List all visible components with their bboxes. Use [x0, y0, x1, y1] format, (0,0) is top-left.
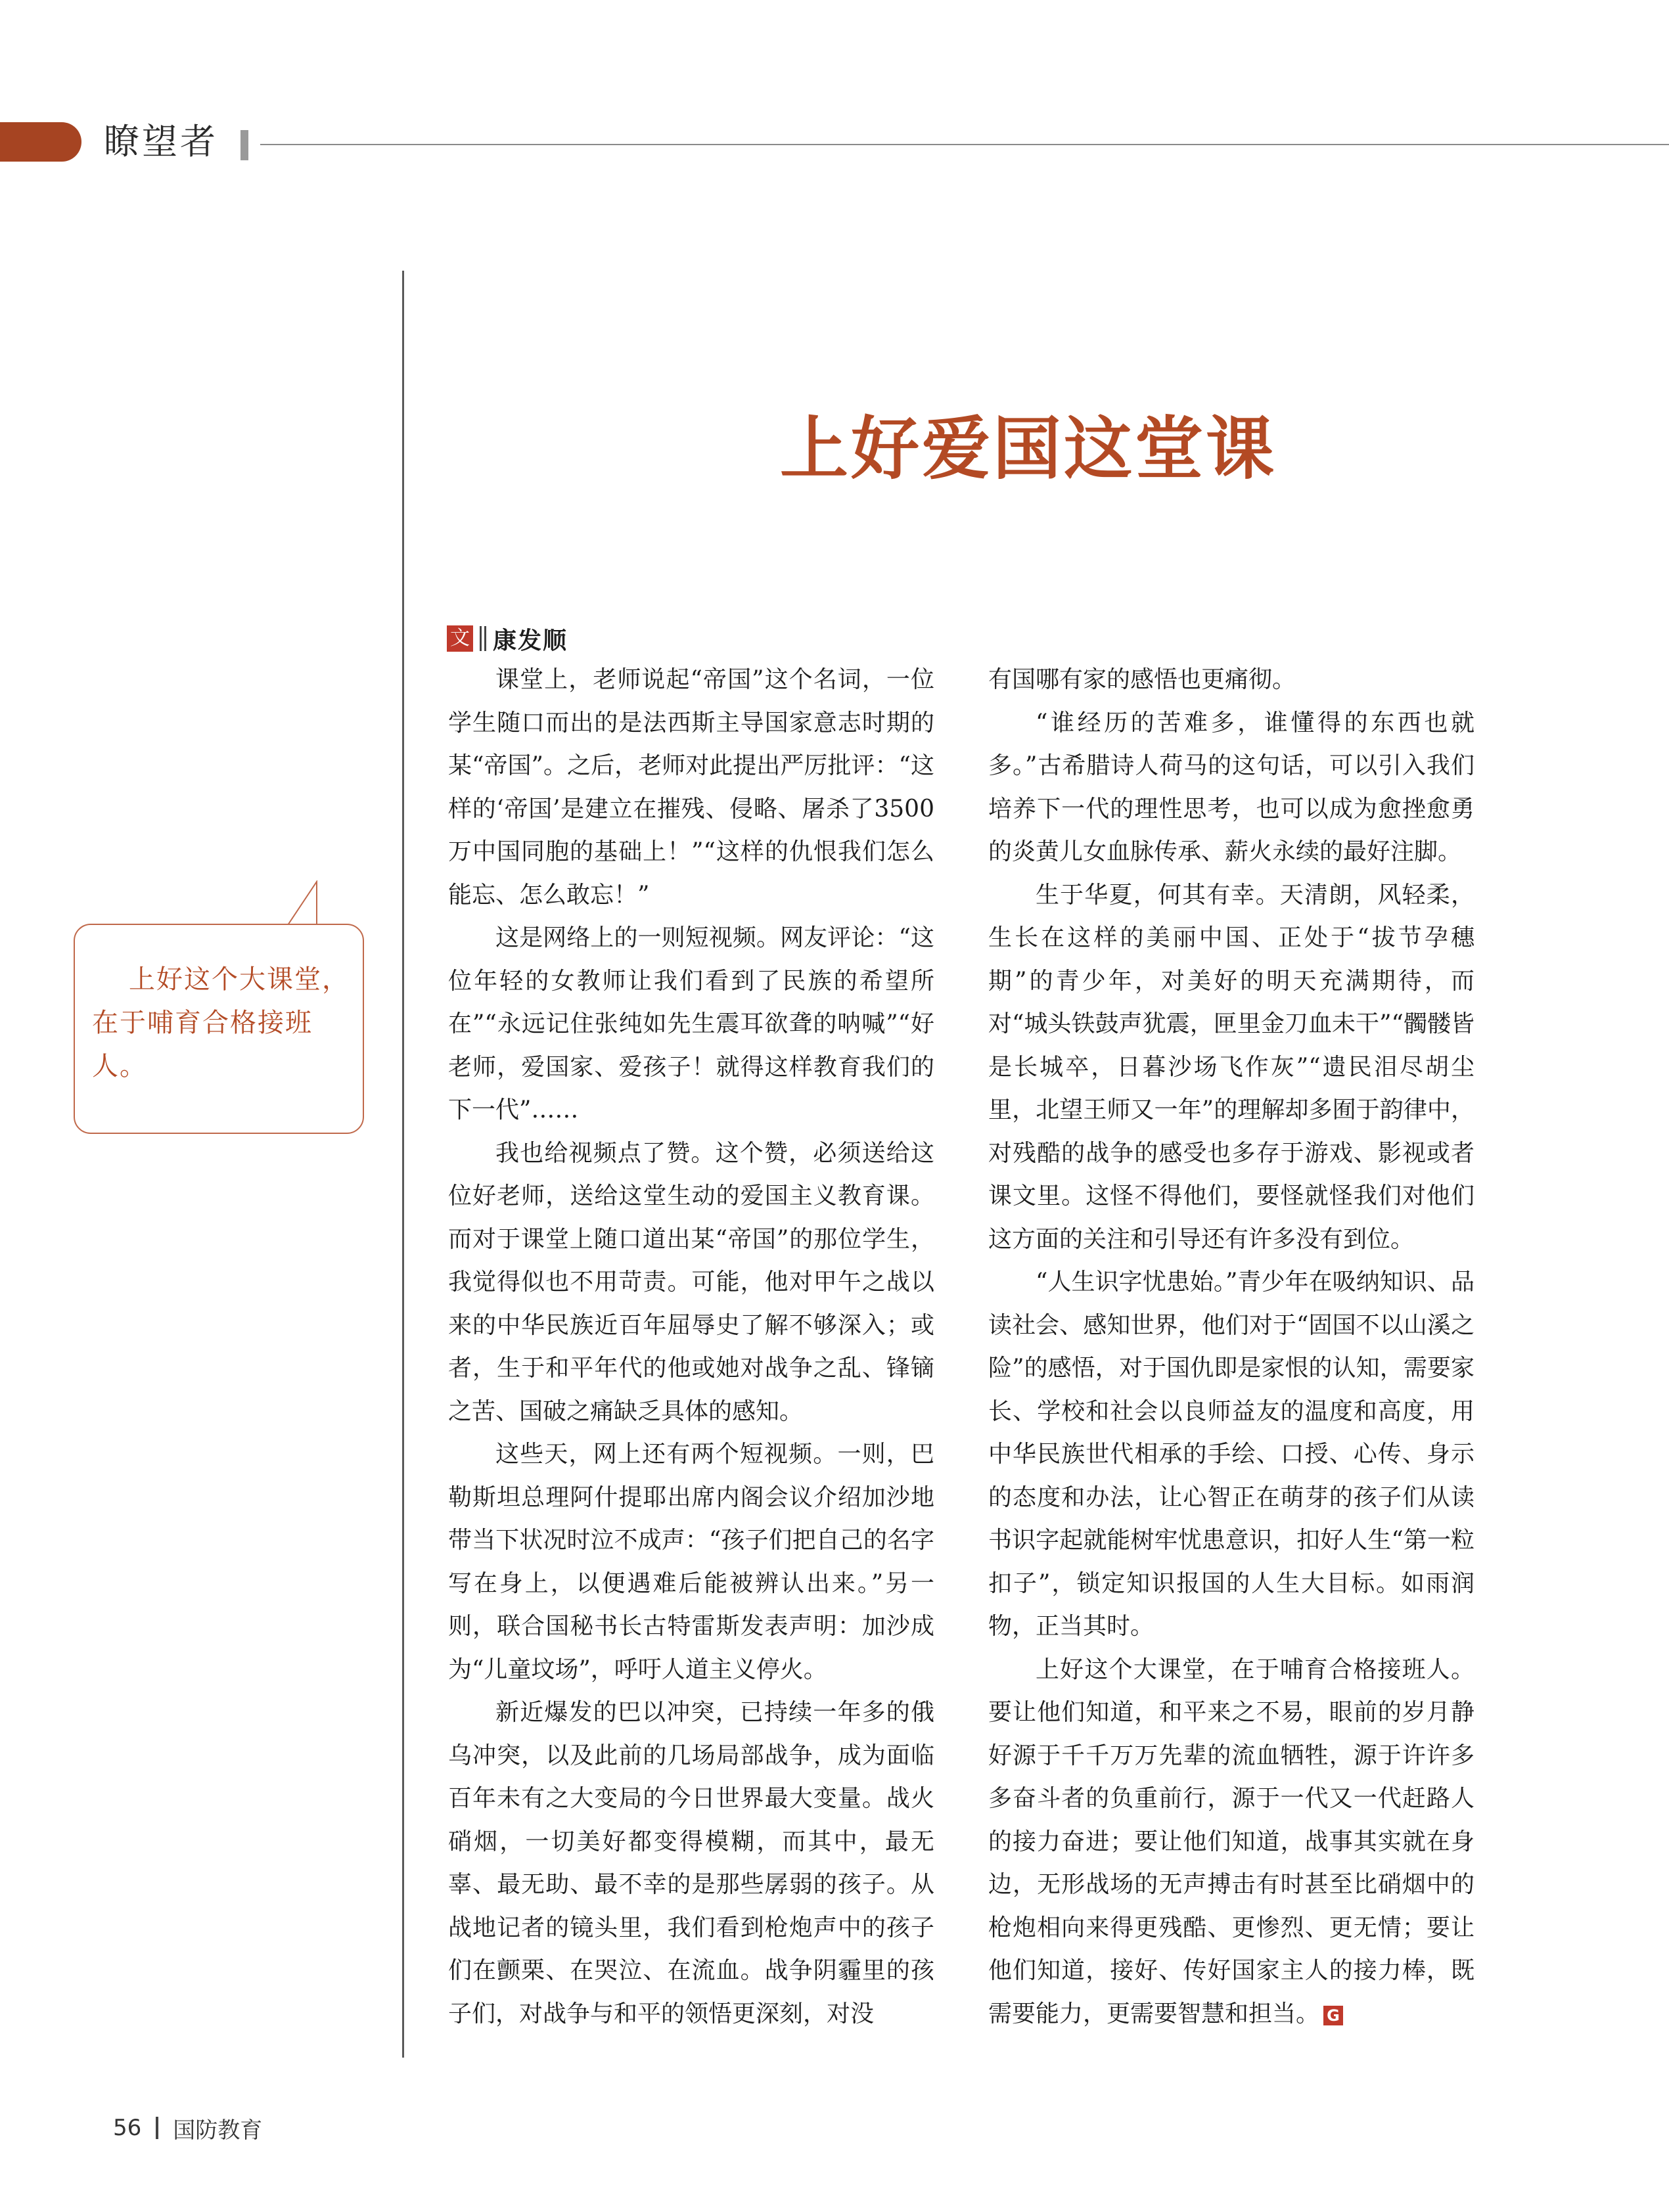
paragraph: 课堂上，老师说起“帝国”这个名词，一位学生随口而出的是法西斯主导国家意志时期的某“帝国”。之后，老师对此提出严厉批评：“这样的‘帝国’是建立在摧残、侵略、屠杀了3500万中国同胞的基础上！”“这样的仇恨我们怎么能忘、怎么敢忘！” — [448, 666, 934, 909]
paragraph — [988, 1648, 1475, 2036]
paragraph: 这些天，网上还有两个短视频。一则，巴勒斯坦总理阿什提耶出席内阁会议介绍加沙地带当下状况时泣不成声：“孩子们把自己的名字写在身上，以便遇难后能被辨认出来。”另一则，联合国秘书长古特雷斯发表声明：加沙成为“儿童坟场”，呼吁人道主义停火。 — [448, 1441, 934, 1683]
byline — [447, 623, 568, 654]
footer-divider — [156, 2117, 158, 2139]
body-column-left — [448, 658, 934, 2035]
column-divider — [402, 271, 404, 2058]
author-name: 康发顺 — [493, 627, 568, 654]
paragraph: “人生识字忧患始。”青少年在吸纳知识、品读社会、感知世界，他们对于“固国不以山溪之险”的感悟，对于国仇即是家恨的认知，需要家长、学校和社会以良师益友的温度和高度，用中华民族世代相承的手绘、口授、心传、身示的态度和办法，让心智正在萌芽的孩子们从读书识字起就能树牢忧患意识，扣好人生“第一粒扣子”，锁定知识报国的人生大目标。如雨润物，正当其时。 — [988, 1269, 1475, 1640]
end-mark: G — [1323, 2006, 1343, 2025]
magazine-name: 国防教育 — [173, 2117, 263, 2144]
paragraph: 我也给视频点了赞。这个赞，必须送给这位好老师，送给这堂生动的爱国主义教育课。而对于课堂上随口道出某“帝国”的那位学生，我觉得似也不用苛责。可能，他对甲午之战以来的中华民族近百年屈辱史了解不够深入；或者，生于和平年代的他或她对战争之乱、锋镝之苦、国破之痛缺乏具体的感知。 — [448, 1139, 934, 1425]
section-title: 瞭望者 — [104, 121, 218, 162]
paragraph: 生于华夏，何其有幸。天清朗，风轻柔，生长在这样的美丽中国、正处于“拔节孕穗期”的青少年，对美好的明天充满期待，而对“城头铁鼓声犹震，匣里金刀血未干”“髑髅皆是长城卒，日暮沙场飞作灰”“遗民泪尽胡尘里，北望王师又一年”的理解却多囿于韵律中，对残酷的战争的感受也多存于游戏、影视或者课文里。这怪不得他们，要怪就怪我们对他们这方面的关注和引导还有许多没有到位。 — [988, 881, 1475, 1253]
byline-mark: 文 — [447, 625, 473, 652]
paragraph-continued: 有国哪有家的感悟也更痛彻。 — [988, 666, 1296, 693]
body-column-right — [988, 658, 1475, 2035]
paragraph: 这是网络上的一则短视频。网友评论：“这位年轻的女教师让我们看到了民族的希望所在”“永远记住张纯如先生震耳欲聋的呐喊”“好老师，爱国家、爱孩子！就得这样教育我们的下一代”…… — [448, 924, 934, 1123]
article-title: 上好爱国这堂课 — [779, 409, 1277, 489]
pull-quote-text: 上好这个大课堂，在于哺育合格接班人。 — [92, 964, 350, 1081]
callout-tail — [276, 880, 355, 926]
section-accent-bar — [0, 122, 81, 162]
paragraph: “谁经历的苦难多，谁懂得的东西也就多。”古希腊诗人荷马的这句话，可以引入我们培养下一代的理性思考，也可以成为愈挫愈勇的炎黄儿女血脉传承、薪火永续的最好注脚。 — [988, 709, 1475, 865]
page-number: 56 — [113, 2115, 142, 2141]
byline-divider — [480, 626, 486, 651]
section-title-divider — [240, 130, 248, 160]
paragraph-text: 上好这个大课堂，在于哺育合格接班人。要让他们知道，和平来之不易，眼前的岁月静好源于千千万万先辈的流血牺牲，源于许许多多奋斗者的负重前行，源于一代又一代赶路人的接力奋进；要让他们知道，战事其实就在身边，无形战场的无声搏击有时甚至比硝烟中的枪炮相向来得更残酷、更惨烈、更无情；要让他们知道，接好、传好国家主人的接力棒，既需要能力，更需要智慧和担当。 — [988, 1656, 1475, 2027]
page-footer — [113, 2111, 262, 2144]
header-rule — [260, 144, 1669, 145]
paragraph: 新近爆发的巴以冲突，已持续一年多的俄乌冲突，以及此前的几场局部战争，成为面临百年未有之大变局的今日世界最大变量。战火硝烟，一切美好都变得模糊，而其中，最无辜、最无助、最不幸的是那些孱弱的孩子。从战地记者的镜头里，我们看到枪炮声中的孩子们在颤栗、在哭泣、在流血。战争阴霾里的孩子们，对战争与和平的领悟更深刻，对没 — [448, 1699, 934, 2027]
